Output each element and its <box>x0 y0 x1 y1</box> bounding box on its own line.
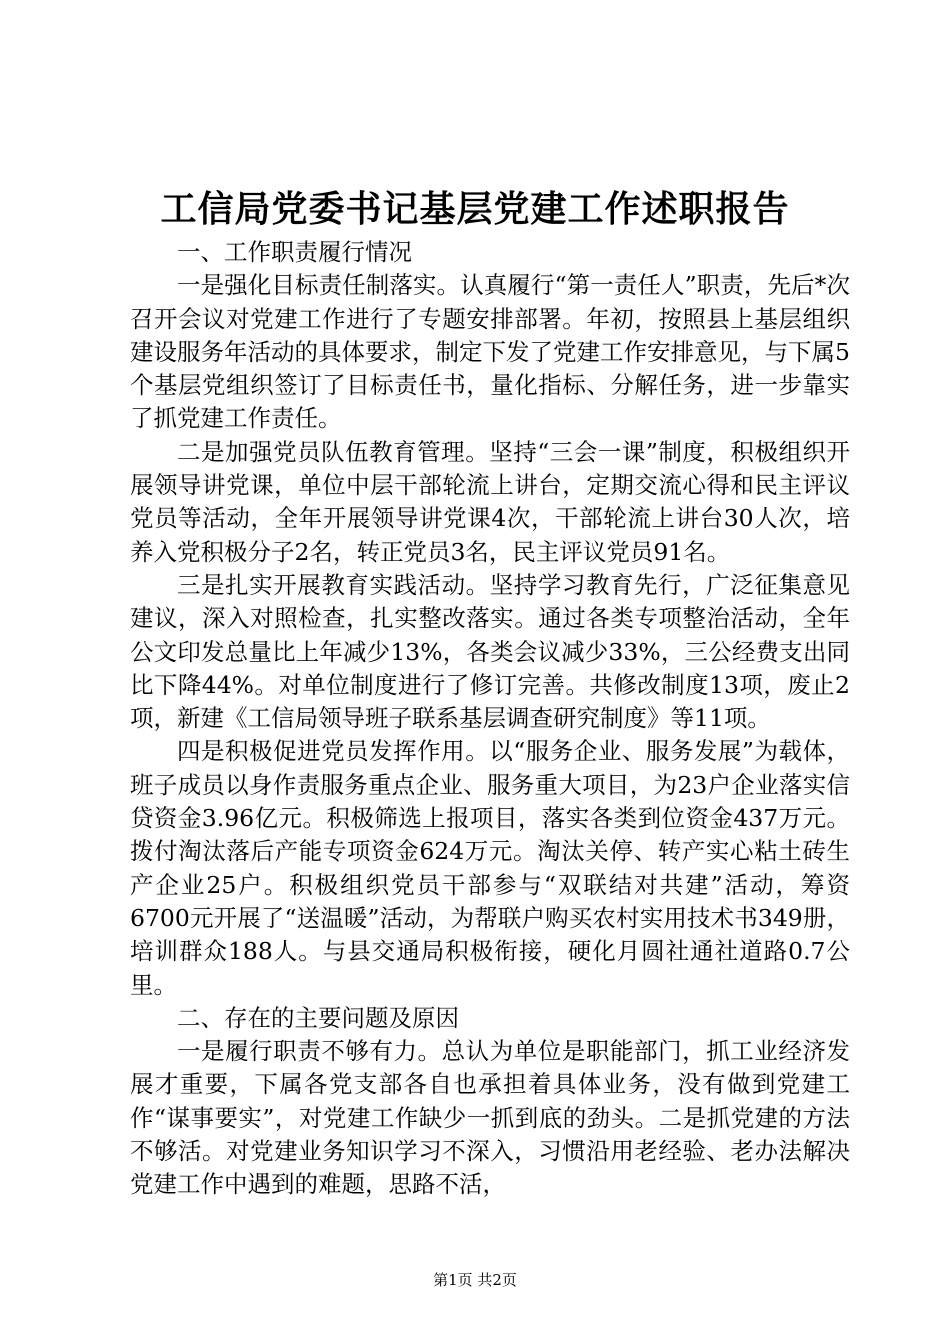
paragraph-practice-activities: 三是扎实开展教育实践活动。坚持学习教育先行，广泛征集意见建议，深入对照检查，扎实整改落实。通过各类专项整治活动，全年公文印发总量比上年减少13%，各类会议减少33%，三公经费支出同比下降44%。对单位制度进行了修订完善。共修改制度13项，废止2项，新建《工信局领导班子联系基层调查研究制度》等11项。 <box>130 570 850 733</box>
document-title: 工信局党委书记基层党建工作述职报告 <box>160 188 790 230</box>
paragraph-member-education: 二是加强党员队伍教育管理。坚持“三会一课”制度，积极组织开展领导讲党课，单位中层干部轮流上讲台，定期交流心得和民主评议党员等活动，全年开展领导讲党课4次，干部轮流上讲台30人次，培养入党积极分子2名，转正党员3名，民主评议党员91名。 <box>130 437 850 566</box>
page-number-footer: 第1页 共2页 <box>433 1271 517 1289</box>
paragraph-target-responsibility: 一是强化目标责任制落实。认真履行“第一责任人”职责，先后*次召开会议对党建工作进行了专题安排部署。年初，按照县上基层组织建设服务年活动的具体要求，制定下发了党建工作安排意见，与下属5个基层党组织签订了目标责任书，量化指标、分解任务，进一步靠实了抓党建工作责任。 <box>130 271 850 433</box>
section-heading-duties: 一、工作职责履行情况 <box>177 238 412 266</box>
section-heading-problems: 二、存在的主要问题及原因 <box>177 1003 459 1032</box>
document-body <box>130 236 850 1202</box>
paragraph-problems: 一是履行职责不够有力。总认为单位是职能部门，抓工业经济发展才重要，下属各党支部各自也承担着具体业务，没有做到党建工作“谋事要实”，对党建工作缺少一抓到底的劲头。二是抓党建的方法不够活。对党建业务知识学习不深入，习惯沿用老经验、老办法解决党建工作中遇到的难题，思路不活， <box>130 1037 850 1199</box>
paragraph-member-role: 四是积极促进党员发挥作用。以“服务企业、服务发展”为载体，班子成员以身作责服务重点企业、服务重大项目，为23户企业落实信贷资金3.96亿元。积极筛选上报项目，落实各类到位资金437万元。拨付淘汰落后产能专项资金624万元。淘汰关停、转产实心粘土砖生产企业25户。积极组织党员干部参与“双联结对共建”活动，筹资6700元开展了“送温暖”活动，为帮联户购买农村实用技术书349册，培训群众188人。与县交通局积极衔接，硬化月圆社通社道路0.7公里。 <box>130 737 850 999</box>
